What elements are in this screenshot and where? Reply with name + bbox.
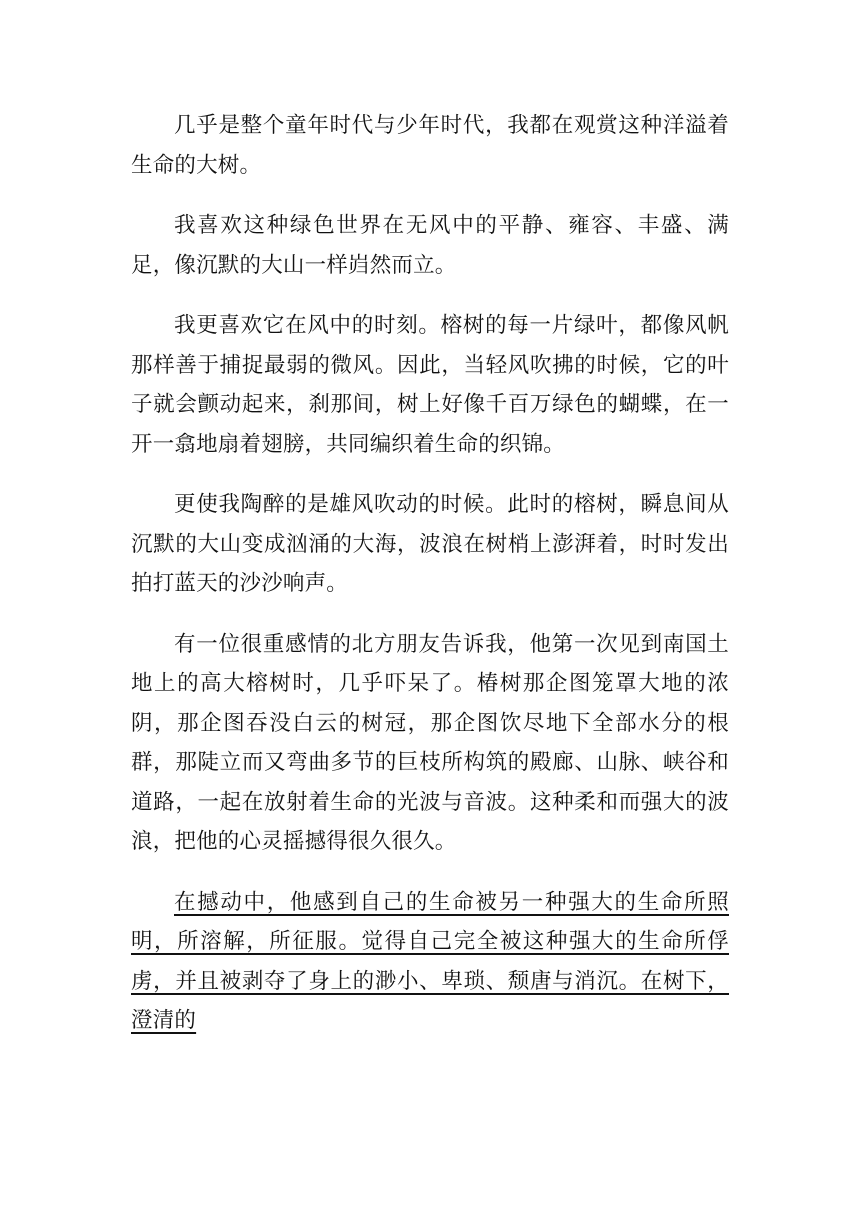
paragraph-3: 我更喜欢它在风中的时刻。榕树的每一片绿叶，都像风帆那样善于捕捉最弱的微风。因此，当轻风吹拂的时候，它的叶子就会颤动起来，刹那间，树上好像千百万绿色的蝴蝶，在一开一翕地扇着翅膀，共同编织着生命的织锦。 bbox=[131, 313, 729, 457]
paragraph-5: 有一位很重感情的北方朋友告诉我，他第一次见到南国土地上的高大榕树时，几乎吓呆了。椿树那企图笼罩大地的浓阴，那企图吞没白云的树冠，那企图饮尽地下全部水分的根群，那陡立而又弯曲多节的巨枝所构筑的殿廊、山脉、峡谷和道路，一起在放射着生命的光波与音波。这种柔和而强大的波浪，把他的心灵摇撼得很久很久。 bbox=[131, 631, 729, 854]
document-body bbox=[131, 106, 729, 1062]
paragraph-1: 几乎是整个童年时代与少年时代，我都在观赏这种洋溢着生命的大树。 bbox=[131, 113, 729, 178]
paragraph-4: 更使我陶醉的是雄风吹动的时候。此时的榕树，瞬息间从沉默的大山变成汹涌的大海，波浪在树梢上澎湃着，时时发出拍打蓝天的沙沙响声。 bbox=[131, 492, 729, 596]
paragraph-2: 我喜欢这种绿色世界在无风中的平静、雍容、丰盛、满足，像沉默的大山一样岿然而立。 bbox=[131, 213, 729, 278]
paragraph-6-underlined: 在撼动中，他感到自己的生命被另一种强大的生命所照明，所溶解，所征服。觉得自己完全被这种强大的生命所俘虏，并且被剥夺了身上的渺小、卑琐、颓唐与消沉。在树下，澄清的 bbox=[131, 889, 729, 1033]
